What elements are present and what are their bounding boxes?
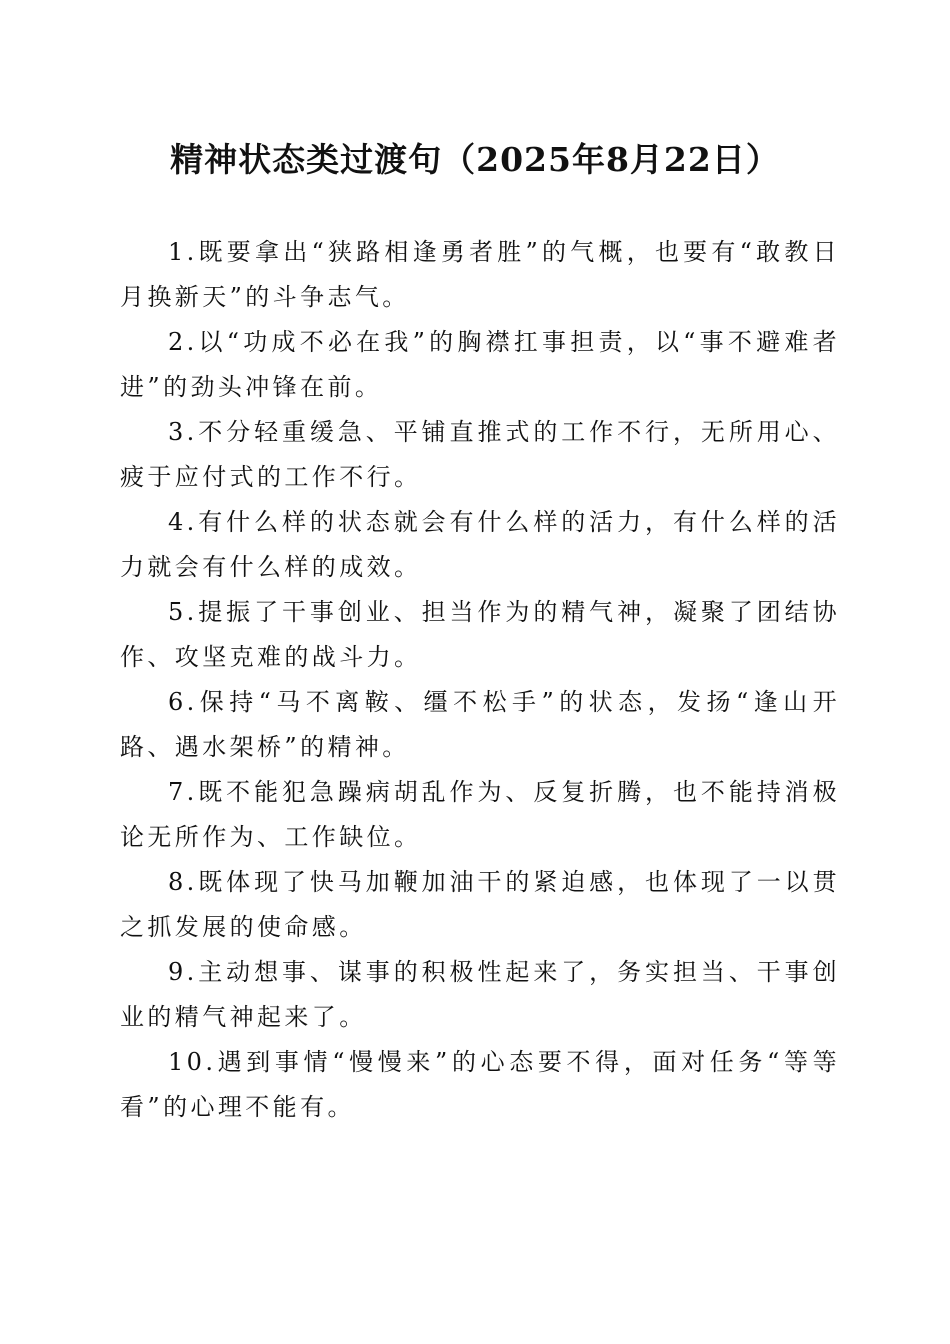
list-item: 7.既不能犯急躁病胡乱作为、反复折腾，也不能持消极论无所作为、工作缺位。 (120, 778, 840, 851)
list-item: 3.不分轻重缓急、平铺直推式的工作不行，无所用心、疲于应付式的工作不行。 (120, 418, 840, 491)
list-item: 6.保持“马不离鞍、缰不松手”的状态，发扬“逢山开路、遇水架桥”的精神。 (120, 688, 840, 761)
page-title: 精神状态类过渡句（2025年8月22日） (170, 140, 780, 179)
sentence-list (120, 230, 840, 1130)
list-item: 8.既体现了快马加鞭加油干的紧迫感，也体现了一以贯之抓发展的使命感。 (120, 868, 840, 941)
list-item: 10.遇到事情“慢慢来”的心态要不得，面对任务“等等看”的心理不能有。 (120, 1048, 840, 1121)
list-item: 1.既要拿出“狭路相逢勇者胜”的气概，也要有“敢教日月换新天”的斗争志气。 (120, 238, 840, 311)
list-item: 4.有什么样的状态就会有什么样的活力，有什么样的活力就会有什么样的成效。 (120, 508, 840, 581)
list-item: 5.提振了干事创业、担当作为的精气神，凝聚了团结协作、攻坚克难的战斗力。 (120, 598, 840, 671)
list-item: 2.以“功成不必在我”的胸襟扛事担责，以“事不避难者进”的劲头冲锋在前。 (120, 328, 840, 401)
list-item: 9.主动想事、谋事的积极性起来了，务实担当、干事创业的精气神起来了。 (120, 958, 840, 1031)
